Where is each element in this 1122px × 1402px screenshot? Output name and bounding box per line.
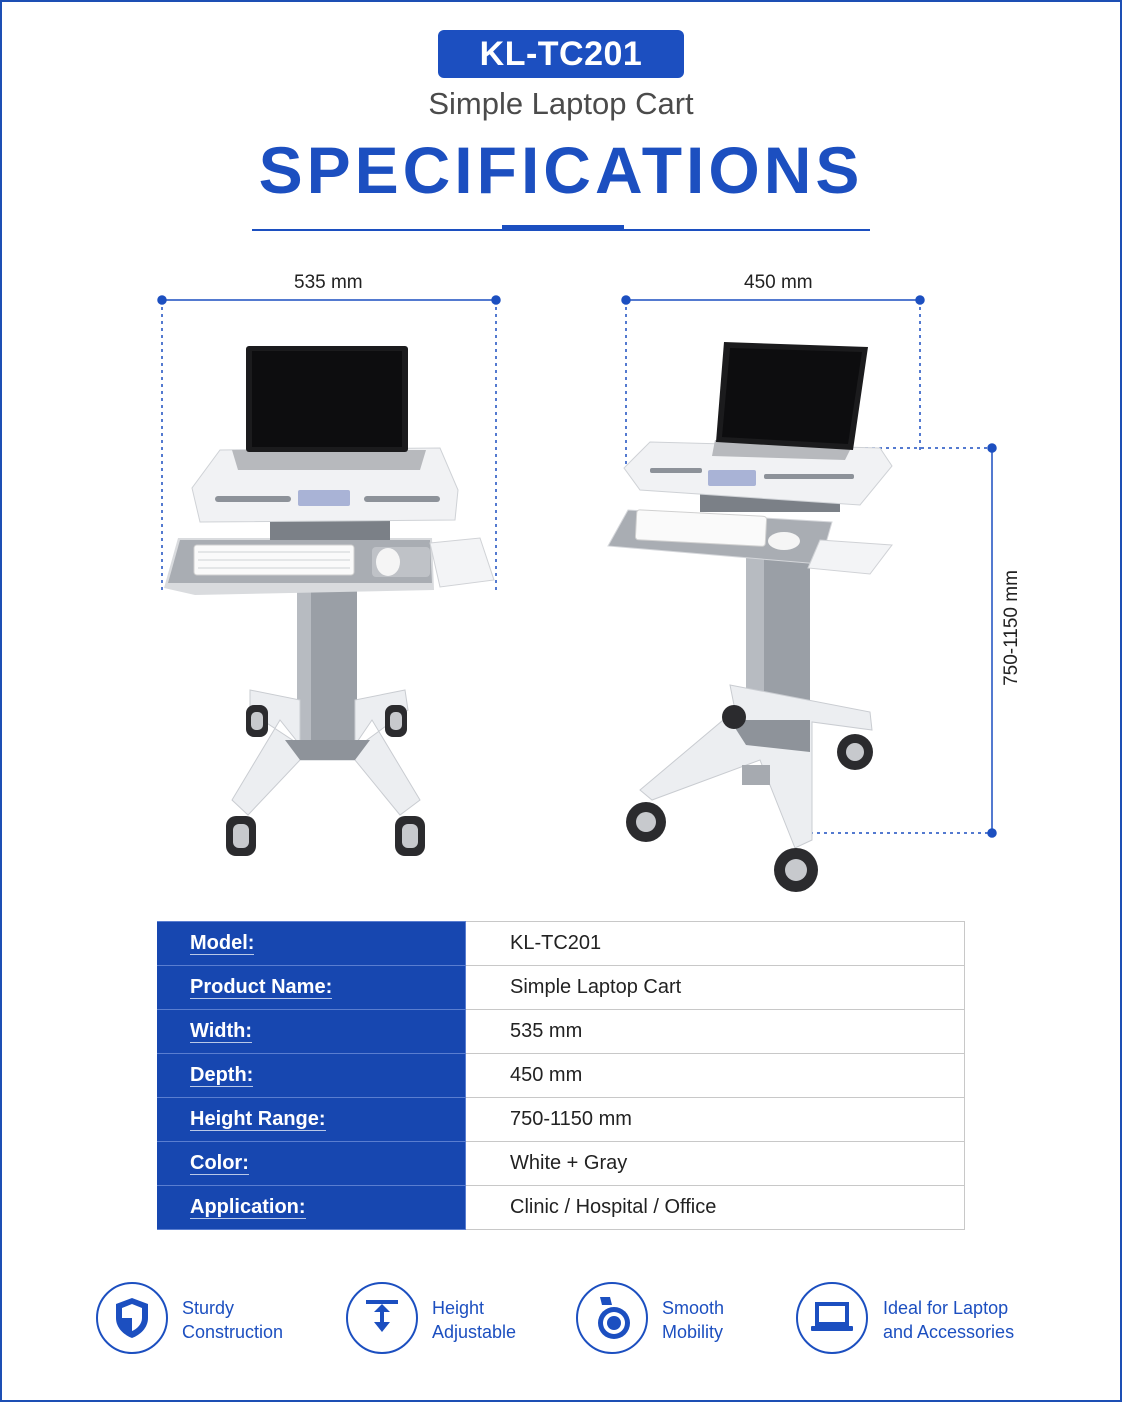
- spec-value-color: White + Gray: [466, 1142, 965, 1186]
- table-row: [157, 1098, 965, 1142]
- shield-icon: [96, 1282, 168, 1354]
- feature-line: Sturdy: [182, 1298, 235, 1318]
- spec-label-color: Color:: [157, 1142, 466, 1186]
- cart-front-view: [164, 346, 494, 856]
- feature-line: Adjustable: [432, 1322, 517, 1342]
- feature-line: Mobility: [662, 1322, 724, 1342]
- spec-value-product-name: Simple Laptop Cart: [466, 966, 965, 1010]
- laptop-icon: [796, 1282, 868, 1354]
- spec-label-depth: Depth:: [157, 1054, 466, 1098]
- cart-side-view: [608, 342, 892, 892]
- spec-value-application: Clinic / Hospital / Office: [466, 1186, 965, 1230]
- feature-line: Smooth: [662, 1298, 725, 1318]
- spec-value-model: KL-TC201: [466, 922, 965, 966]
- spec-label-height-range: Height Range:: [157, 1098, 466, 1142]
- depth-dimension-label: 450 mm: [744, 272, 813, 293]
- model-badge: KL-TC201: [438, 30, 684, 78]
- table-row: [157, 1054, 965, 1098]
- spec-label-application: Application:: [157, 1186, 466, 1230]
- width-dimension-label: 535 mm: [294, 272, 363, 293]
- height-dimension-label: 750-1150 mm: [1001, 570, 1022, 686]
- feature-line: Height: [432, 1298, 485, 1318]
- product-subtitle: Simple Laptop Cart: [428, 86, 694, 121]
- table-row: [157, 922, 965, 966]
- spec-value-depth: 450 mm: [466, 1054, 965, 1098]
- spec-value-height-range: 750-1150 mm: [466, 1098, 965, 1142]
- feature-line: Construction: [182, 1322, 284, 1342]
- feature-line: and Accessories: [883, 1322, 1015, 1342]
- spec-label-model: Model:: [157, 922, 466, 966]
- table-row: [157, 1010, 965, 1054]
- height-adjust-icon: [346, 1282, 418, 1354]
- spec-value-width: 535 mm: [466, 1010, 965, 1054]
- caster-wheel-icon: [576, 1282, 648, 1354]
- table-row: [157, 1186, 965, 1230]
- spec-label-product-name: Product Name:: [157, 966, 466, 1010]
- specifications-table: [157, 921, 965, 1230]
- specifications-heading: SPECIFICATIONS: [258, 133, 864, 207]
- table-row: [157, 966, 965, 1010]
- feature-line: Ideal for Laptop: [883, 1298, 1009, 1318]
- table-row: [157, 1142, 965, 1186]
- spec-label-width: Width:: [157, 1010, 466, 1054]
